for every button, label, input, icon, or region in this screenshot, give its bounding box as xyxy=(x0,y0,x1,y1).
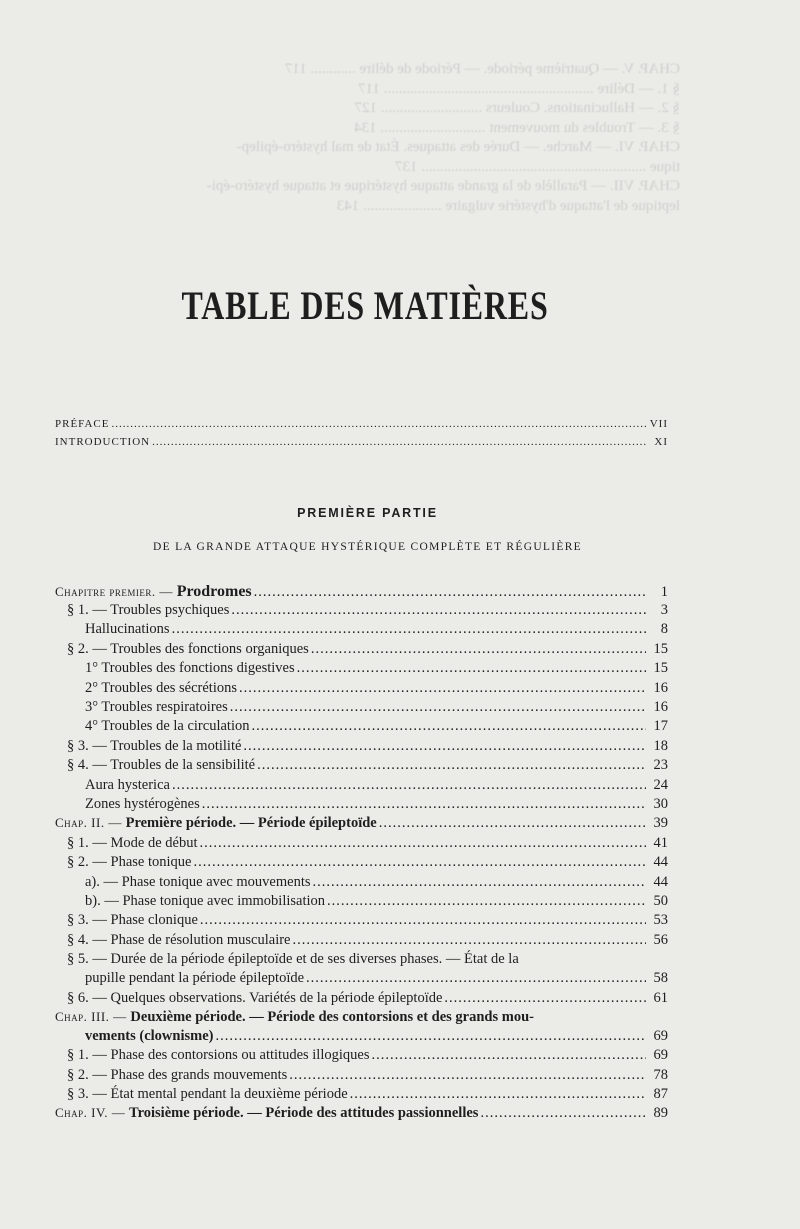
toc-page-number: XI xyxy=(654,436,668,448)
toc-entry xyxy=(85,718,668,737)
toc-page-number: 3 xyxy=(660,602,668,618)
toc-label: 1° Troubles des fonctions digestives xyxy=(85,660,295,676)
leader-dots xyxy=(199,835,646,852)
toc-page-number: 89 xyxy=(653,1105,668,1121)
leader-dots xyxy=(257,757,646,774)
toc-label: § 2. — Troubles des fonctions organiques xyxy=(67,641,309,657)
toc-entry xyxy=(85,621,668,640)
toc-entry xyxy=(85,777,668,796)
chapter-prefix: Chap. II. — xyxy=(55,815,126,830)
toc-label: § 1. — Mode de début xyxy=(67,835,198,851)
toc-page-number: VII xyxy=(649,418,668,430)
toc-label: § 3. — État mental pendant la deuxième période xyxy=(67,1086,348,1102)
chapter-prefix: Chapitre premier. — xyxy=(55,584,177,599)
toc-entry xyxy=(55,583,668,602)
leader-dots xyxy=(311,641,646,658)
leader-dots xyxy=(215,1028,646,1045)
bleed-line: leptique de l'attaque d'hystérie vulgaire ..................... 143 xyxy=(336,197,680,214)
leader-dots xyxy=(111,418,646,430)
toc-page-number: 58 xyxy=(653,970,668,986)
toc-entry xyxy=(85,660,668,679)
leader-dots xyxy=(297,660,646,677)
toc-label: Deuxième période. — Période des contorsions et des grands mou- xyxy=(130,1009,534,1025)
toc-page-number: 50 xyxy=(653,893,668,909)
toc-page-number: 44 xyxy=(653,874,668,890)
toc-label: § 2. — Phase des grands mouvements xyxy=(67,1067,288,1083)
bleed-line: § 2. — Hallucinations. Couleurs ........................... 127 xyxy=(354,100,680,116)
toc-entry xyxy=(55,815,668,834)
toc-label: pupille pendant la période épileptoïde xyxy=(85,970,305,986)
leader-dots xyxy=(152,436,646,448)
toc-entry xyxy=(85,874,668,893)
toc-label: INTRODUCTION xyxy=(55,436,151,448)
leader-dots xyxy=(327,893,646,910)
toc-page-number: 1 xyxy=(660,584,668,600)
leader-dots xyxy=(231,602,646,619)
toc-page-number: 17 xyxy=(653,718,668,734)
bleed-line: § 1. — Délire ........................................................ 117 xyxy=(358,80,680,97)
toc-page-number: 56 xyxy=(653,932,668,948)
leader-dots xyxy=(480,1105,646,1122)
toc-entry xyxy=(67,641,668,660)
leader-dots xyxy=(230,699,646,716)
leader-dots xyxy=(251,718,646,735)
toc-entry-preface xyxy=(55,418,668,437)
toc-label: Aura hysterica xyxy=(85,777,170,793)
chapter-prefix: Chap. IV. — xyxy=(55,1105,129,1120)
toc-entry xyxy=(67,602,668,621)
bleed-line: CHAP. V. — Quatrième période. — Période de délire ............ 117 xyxy=(284,61,680,77)
toc-label: § 4. — Troubles de la sensibilité xyxy=(67,757,256,773)
toc-entry xyxy=(55,1009,668,1028)
toc-page-number: 15 xyxy=(653,641,668,657)
toc-label: Zones hystérogènes xyxy=(85,796,200,812)
toc-label: 2° Troubles des sécrétions xyxy=(85,680,238,696)
toc-page-number: 30 xyxy=(653,796,668,812)
page-title: TABLE DES MATIÈRES xyxy=(181,283,549,328)
leader-dots xyxy=(200,912,646,929)
bleed-through-text xyxy=(40,60,680,270)
toc-page-number: 16 xyxy=(653,680,668,696)
toc-page-number: 24 xyxy=(653,777,668,793)
chapter-prefix: Chap. III. — xyxy=(55,1009,131,1024)
toc-entry xyxy=(67,951,668,970)
leader-dots xyxy=(239,680,646,697)
leader-dots xyxy=(350,1086,646,1103)
bleed-line: CHAP. VI. — Marche. — Durée des attaques. État de mal hystéro-épilep- xyxy=(236,139,680,155)
toc-entry xyxy=(67,990,668,1009)
leader-dots xyxy=(444,990,646,1007)
toc-page-number: 69 xyxy=(653,1028,668,1044)
toc-label: § 6. — Quelques observations. Variétés de la période épileptoïde xyxy=(67,990,443,1006)
toc-entry xyxy=(85,699,668,718)
toc-page-number: 78 xyxy=(653,1067,668,1083)
toc-label: § 5. — Durée de la période épileptoïde et de ses diverses phases. — État de la xyxy=(67,951,519,967)
toc-label: vements (clownisme) xyxy=(85,1028,214,1044)
toc-entry-introduction xyxy=(55,436,668,455)
leader-dots xyxy=(254,584,646,601)
part-heading: PREMIÈRE PARTIE xyxy=(297,506,438,520)
toc-entry xyxy=(67,1067,668,1086)
toc-page-number: 23 xyxy=(653,757,668,773)
toc-entry xyxy=(67,912,668,931)
leader-dots xyxy=(293,932,647,949)
leader-dots xyxy=(289,1067,646,1084)
toc-label: Troisième période. — Période des attitudes passionnelles xyxy=(128,1105,479,1121)
toc-page-number: 15 xyxy=(653,660,668,676)
toc-page-number: 69 xyxy=(653,1047,668,1063)
toc-label: b). — Phase tonique avec immobilisation xyxy=(85,893,326,909)
toc-entry xyxy=(67,738,668,757)
toc-page-number: 53 xyxy=(653,912,668,928)
toc-entry xyxy=(67,757,668,776)
toc-entry xyxy=(85,970,668,989)
toc-page-number: 44 xyxy=(653,854,668,870)
leader-dots xyxy=(172,621,646,638)
leader-dots xyxy=(379,815,646,832)
toc-entry xyxy=(85,680,668,699)
toc-label: PRÉFACE xyxy=(55,418,110,430)
toc-entry xyxy=(67,854,668,873)
toc-entry xyxy=(67,932,668,951)
toc-label: § 3. — Phase clonique xyxy=(67,912,198,928)
toc-page-number: 61 xyxy=(653,990,668,1006)
leader-dots xyxy=(202,796,646,813)
leader-dots xyxy=(193,854,646,871)
toc-label: Hallucinations xyxy=(85,621,170,637)
bleed-line: tique ............................................................ 137 xyxy=(395,158,680,175)
toc-label: Prodromes xyxy=(176,583,252,600)
toc-page-number: 39 xyxy=(653,815,668,831)
toc-label: Première période. — Période épileptoïde xyxy=(125,815,377,831)
toc-entry xyxy=(67,1047,668,1066)
toc-page-number: 8 xyxy=(660,621,668,637)
bleed-line: § 3. — Troubles du mouvement ............................ 134 xyxy=(354,119,680,136)
toc-label: § 2. — Phase tonique xyxy=(67,854,192,870)
toc-page-number: 87 xyxy=(653,1086,668,1102)
toc-entry xyxy=(67,1086,668,1105)
toc-page-number: 16 xyxy=(653,699,668,715)
toc-entry xyxy=(55,1105,668,1124)
part-subheading: DE LA GRANDE ATTAQUE HYSTÉRIQUE COMPLÈTE ET RÉGULIÈRE xyxy=(152,541,583,553)
leader-dots xyxy=(243,738,646,755)
toc-entry xyxy=(85,893,668,912)
toc-label: 4° Troubles de la circulation xyxy=(85,718,250,734)
toc-label: 3° Troubles respiratoires xyxy=(85,699,228,715)
leader-dots xyxy=(313,874,647,891)
toc-label: § 1. — Phase des contorsions ou attitudes illogiques xyxy=(67,1047,370,1063)
toc-label: § 1. — Troubles psychiques xyxy=(67,602,230,618)
toc-entry xyxy=(85,796,668,815)
toc-label: a). — Phase tonique avec mouvements xyxy=(85,874,311,890)
leader-dots xyxy=(306,970,646,987)
toc-page-number: 41 xyxy=(653,835,668,851)
toc-page-number: 18 xyxy=(653,738,668,754)
bleed-line: CHAP. VII. — Parallèle de la grande attaque hystérique et attaque hystéro-épi- xyxy=(206,178,680,194)
leader-dots xyxy=(172,777,646,794)
toc-entry xyxy=(67,835,668,854)
leader-dots xyxy=(371,1047,646,1064)
toc-label: § 3. — Troubles de la motilité xyxy=(67,738,242,754)
toc-label: § 4. — Phase de résolution musculaire xyxy=(67,932,291,948)
toc-entry xyxy=(85,1028,668,1047)
